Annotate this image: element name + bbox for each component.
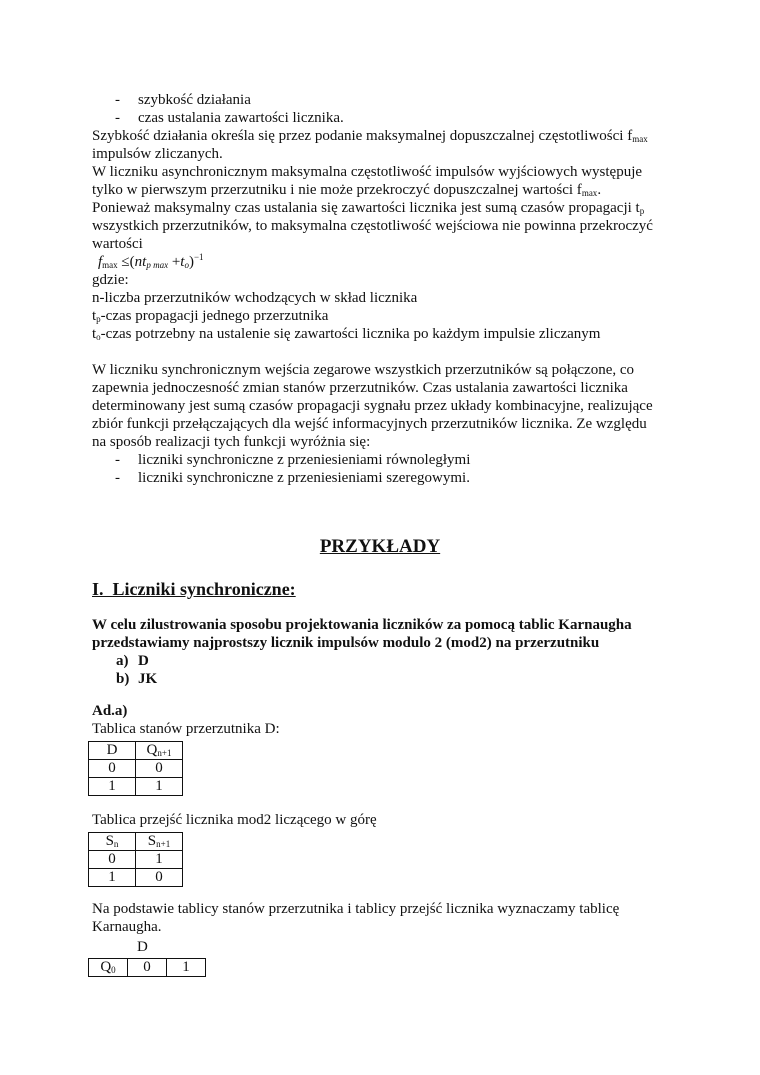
- paragraph-line: wszystkich przerzutników, to maksymalna częstotliwość wejściowa nie powinna przekroczyć: [92, 218, 653, 234]
- paragraph-line: zapewnia jednoczesność zmian stanów przerzutników. Czas ustalania zawartości licznika: [92, 380, 628, 396]
- cell: 1: [167, 959, 206, 977]
- cell: 1: [136, 851, 183, 869]
- paragraph-line: Karnaugha.: [92, 919, 162, 935]
- cell: 0: [89, 760, 136, 778]
- definition: $t_p$-czas propagacji jednego przerzutnika: [92, 308, 329, 324]
- row-label: $Q_0$: [89, 959, 128, 977]
- definition: n-liczba przerzutników wchodzących w skład licznika: [92, 290, 418, 306]
- kmap-variable-label: D: [137, 939, 148, 955]
- paragraph-line: zbiór funkcji przełączających dla wejść informacyjnych przerzutników licznika. Ze względu: [92, 416, 647, 432]
- option-item: a) D: [116, 653, 149, 669]
- definition: $t_o$-czas potrzebny na ustalenie się zawartości licznika po każdym impulsie zliczanym: [92, 326, 601, 342]
- list-item: - czas ustalania zawartości licznika.: [92, 109, 692, 127]
- cell: 1: [89, 869, 136, 887]
- paragraph-line: tylko w pierwszym przerzutniku i nie może przekroczyć dopuszczalnej wartości $f_{max}$.: [92, 182, 602, 198]
- bold-paragraph: [92, 616, 692, 688]
- header-cell: $Q_{n+1}$: [136, 742, 183, 760]
- ada-section: [92, 702, 692, 738]
- list-item: - szybkość działania: [92, 91, 692, 109]
- formula: $f_{max} \le(nt_{p max} +t_o)^{-1}$: [98, 252, 204, 270]
- paragraph-line: wartości: [92, 236, 143, 252]
- table-caption: Tablica stanów przerzutnika D:: [92, 721, 280, 737]
- section-heading: I. Liczniki synchroniczne:: [92, 579, 296, 599]
- cell: 0: [136, 760, 183, 778]
- paragraph-line: Szybkość działania określa się przez podanie maksymalnej dopuszczalnej częstotliwości $f_{max}$: [92, 128, 648, 144]
- header-cell: $S_{n+1}$: [136, 833, 183, 851]
- intro-section: [92, 91, 692, 343]
- paragraph-line: W liczniku synchronicznym wejścia zegarowe wszystkich przerzutników są połączone, co: [92, 362, 635, 378]
- paragraph-line: W liczniku asynchronicznym maksymalna częstotliwość impulsów wyjściowych występuje: [92, 164, 643, 180]
- cell: 1: [89, 778, 136, 796]
- karnaugh-map: [88, 958, 206, 977]
- cell: 1: [136, 778, 183, 796]
- list-item: - liczniki synchroniczne z przeniesieniami szeregowymi.: [92, 469, 692, 487]
- paragraph-line: Ponieważ maksymalny czas ustalania się zawartości licznika jest sumą czasów propagacji $t_p$: [92, 200, 645, 216]
- table-caption: Tablica przejść licznika mod2 liczącego w górę: [92, 812, 377, 828]
- cell: 0: [128, 959, 167, 977]
- paragraph-line: W celu zilustrowania sposobu projektowania liczników za pomocą tablic Karnaugha: [92, 617, 632, 633]
- list-item: - liczniki synchroniczne z przeniesieniami równoległymi: [92, 451, 692, 469]
- paragraph-line: Na podstawie tablicy stanów przerzutnika i tablicy przejść licznika wyznaczamy tablicę: [92, 901, 620, 917]
- paragraph-line: przedstawiamy najprostszy licznik impulsów modulo 2 (mod2) na przerzutniku: [92, 635, 600, 651]
- header-cell: D: [89, 742, 136, 760]
- cell: 0: [136, 869, 183, 887]
- header-cell: $S_n$: [89, 833, 136, 851]
- paragraph-line: determinowany jest sumą czasów propagacji sygnału przez układy kombinacyjne, realizujące: [92, 398, 653, 414]
- option-item: b) JK: [116, 671, 158, 687]
- karnaugh-intro: [92, 900, 692, 936]
- heading-examples: PRZYKŁADY: [319, 536, 441, 557]
- paragraph-line: impulsów zliczanych.: [92, 146, 223, 162]
- d-state-table: [88, 741, 183, 796]
- where-label: gdzie:: [92, 272, 129, 288]
- cell: 0: [89, 851, 136, 869]
- paragraph-line: na sposób realizacji tych funkcji wyróżnia się:: [92, 434, 371, 450]
- transition-table: [88, 832, 183, 887]
- subheading: Ad.a): [92, 703, 128, 719]
- sync-paragraph: [92, 361, 692, 487]
